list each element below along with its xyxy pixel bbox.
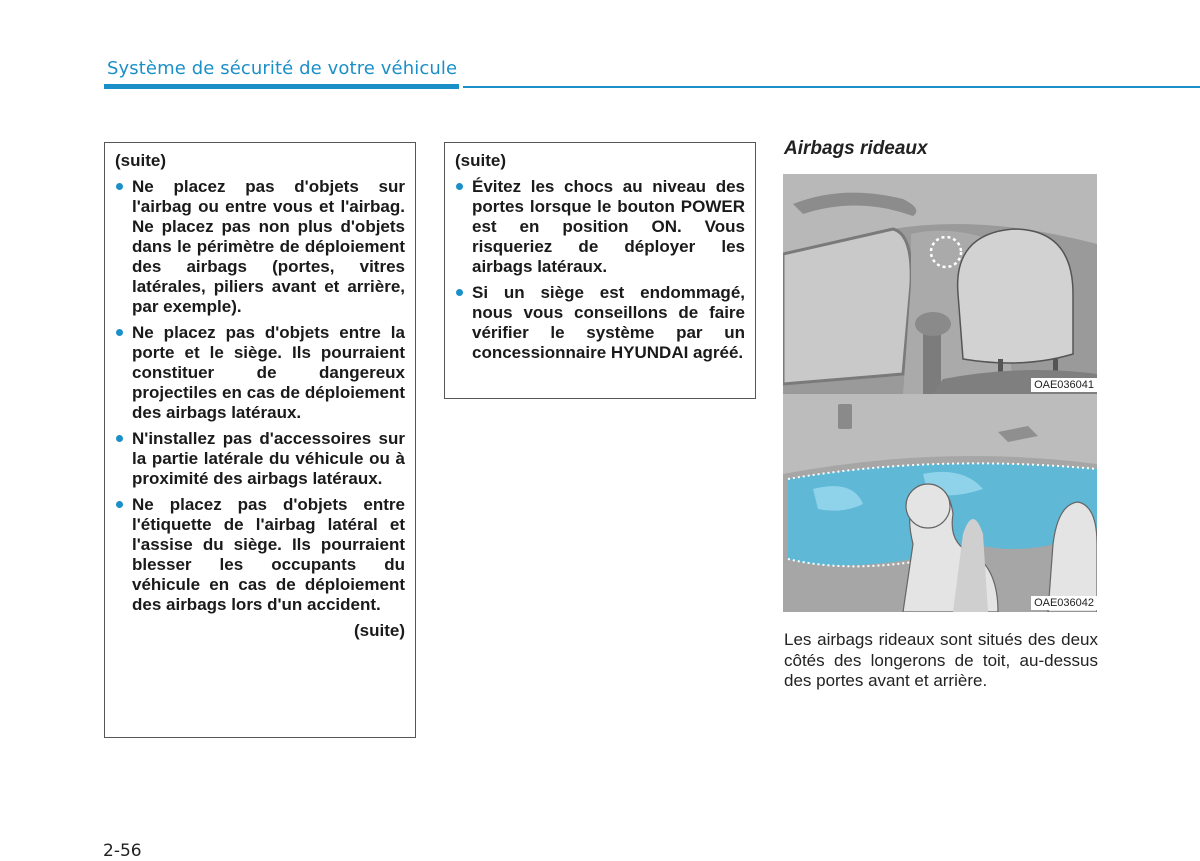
bullet-icon <box>456 183 463 190</box>
continued-label: (suite) <box>455 151 506 170</box>
list-item-text: N'installez pas d'accessoires sur la partie latérale du véhicule ou à proximité des airbags latéraux. <box>132 429 405 488</box>
figure-curtain-airbag-illustration <box>783 394 1097 612</box>
body-paragraph: Les airbags rideaux sont situés des deux côtés des longerons de toit, au-dessus des portes avant et arrière. <box>784 630 1098 690</box>
section-title: Système de sécurité de votre véhicule <box>107 58 458 79</box>
bullet-icon <box>116 329 123 336</box>
list-item <box>115 429 405 489</box>
list-item <box>455 283 745 363</box>
list-item-text: Ne placez pas d'objets entre l'étiquette de l'airbag latéral et l'assise du siège. Ils pourraient blesser les occupants du véhicule en cas de déploiement des airbags lors d'un accident. <box>132 495 405 614</box>
continued-end-label: (suite) <box>354 621 405 640</box>
header-rule-thick <box>104 84 459 89</box>
headrest-illustration <box>783 174 1097 394</box>
page-number: 2-56 <box>103 841 142 861</box>
figure-code: OAE036041 <box>1031 378 1097 392</box>
list-item-text: Ne placez pas d'objets entre la porte et le siège. Ils pourraient constituer de dangereux projectiles en cas de déploiement des airbags latéraux. <box>132 323 405 422</box>
warning-list <box>115 177 405 615</box>
continued-label: (suite) <box>115 151 166 170</box>
bullet-icon <box>116 183 123 190</box>
list-item <box>115 323 405 423</box>
list-item-text: Si un siège est endommagé, nous vous conseillons de faire vérifier le système par un concessionnaire HYUNDAI agréé. <box>472 283 745 362</box>
bullet-icon <box>456 289 463 296</box>
list-item-text: Ne placez pas d'objets sur l'airbag ou entre vous et l'airbag. Ne placez pas non plus d'objets dans le périmètre de déploiement des airbags (portes, vitres latérales, piliers avant et arrière, par exemple). <box>132 177 405 316</box>
figure-headrest-illustration <box>783 174 1097 394</box>
list-item-text: Évitez les chocs au niveau des portes lorsque le bouton POWER est en position ON. Vous risqueriez de déployer les airbags latéraux. <box>472 177 745 276</box>
figure-code: OAE036042 <box>1031 596 1097 610</box>
warning-list <box>455 177 745 363</box>
curtain-airbag-illustration <box>783 394 1097 612</box>
header-rule-thin <box>463 86 1200 88</box>
list-item <box>115 177 405 317</box>
list-item <box>115 495 405 615</box>
bullet-icon <box>116 501 123 508</box>
bullet-icon <box>116 435 123 442</box>
list-item <box>455 177 745 277</box>
warning-box-left <box>104 142 416 738</box>
warning-box-middle <box>444 142 756 399</box>
subsection-heading: Airbags rideaux <box>784 138 928 159</box>
